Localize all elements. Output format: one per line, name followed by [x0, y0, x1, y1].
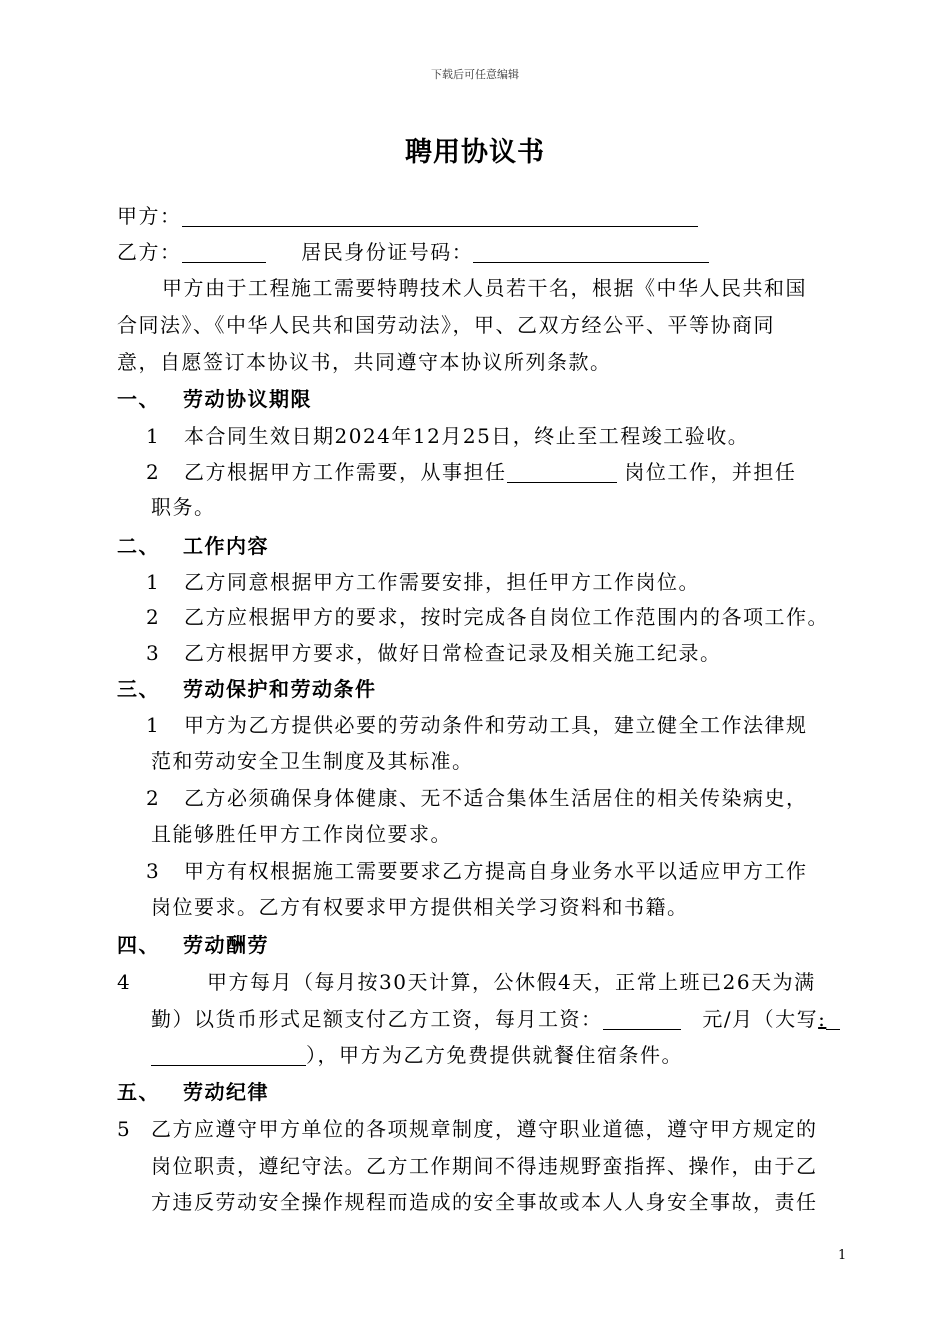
party-a-label: 甲方： — [117, 204, 182, 228]
page-number: 1 — [838, 1248, 847, 1263]
preamble-line: 意，自愿签订本协议书，共同遵守本协议所列条款。 — [117, 350, 612, 374]
list-item-continuation: 岗位职责，遵纪守法。乙方工作期间不得违规野蛮指挥、操作，由于乙 — [151, 1154, 818, 1178]
id-number-label: 居民身份证号码： — [301, 240, 474, 264]
list-item: 2 乙方应根据甲方的要求，按时完成各自岗位工作范围内的各项工作。 — [146, 605, 829, 629]
document-title: 聘用协议书 — [405, 137, 545, 168]
party-b-blank[interactable] — [182, 242, 266, 263]
list-item-continuation: 且能够胜任甲方工作岗位要求。 — [151, 822, 452, 846]
list-item-continuation: 勤）以货币形式足额支付乙方工资，每月工资： 元/月（大写: — [151, 1003, 840, 1032]
list-item: 2 乙方必须确保身体健康、无不适合集体生活居住的相关传染病史， — [146, 786, 808, 810]
list-item: 4 甲方每月（每月按30天计算，公休假4天，正常上班已26天为满 — [117, 970, 816, 994]
section-heading: 五、 劳动纪律 — [117, 1080, 269, 1104]
preamble-line: 甲方由于工程施工需要特聘技术人员若干名，根据《中华人民共和国 — [162, 276, 807, 300]
list-item: 3 甲方有权根据施工需要要求乙方提高自身业务水平以适应甲方工作 — [146, 859, 808, 883]
party-a-blank[interactable] — [182, 206, 698, 227]
list-item: 2 乙方根据甲方工作需要，从事担任 岗位工作，并担任 — [146, 460, 797, 484]
list-item: 3 乙方根据甲方要求，做好日常检查记录及相关施工纪录。 — [146, 641, 722, 665]
list-item-continuation: 职务。 — [151, 495, 216, 519]
section-heading: 二、 工作内容 — [117, 534, 269, 558]
list-item-continuation: ），甲方为乙方免费提供就餐住宿条件。 — [151, 1039, 683, 1068]
preamble-line: 合同法》、《中华人民共和国劳动法》，甲、乙双方经公平、平等协商同 — [117, 313, 775, 337]
header-note: 下载后可任意编辑 — [431, 68, 519, 81]
position-blank[interactable] — [507, 462, 617, 483]
list-item: 1 本合同生效日期2024年12月25日，终止至工程竣工验收。 — [146, 424, 750, 448]
party-b-label: 乙方： — [117, 240, 182, 264]
list-item: 1 乙方同意根据甲方工作需要安排，担任甲方工作岗位。 — [146, 570, 700, 594]
salary-words-blank[interactable] — [151, 1045, 306, 1066]
id-number-blank[interactable] — [473, 242, 709, 263]
section-heading: 四、 劳动酬劳 — [117, 933, 269, 957]
list-item-continuation: 岗位要求。乙方有权要求甲方提供相关学习资料和书籍。 — [151, 895, 689, 919]
section-heading: 一、 劳动协议期限 — [117, 387, 312, 411]
list-item-continuation: 范和劳动安全卫生制度及其标准。 — [151, 749, 474, 773]
list-item-continuation: 方违反劳动安全操作规程而造成的安全事故或本人人身安全事故，责任 — [151, 1190, 818, 1214]
list-item: 5 乙方应遵守甲方单位的各项规章制度，遵守职业道德，遵守甲方规定的 — [117, 1117, 818, 1141]
party-b-line — [117, 236, 709, 265]
salary-amount-blank[interactable] — [603, 1009, 681, 1030]
party-a-line — [117, 200, 698, 229]
section-heading: 三、 劳动保护和劳动条件 — [117, 677, 377, 701]
list-item: 1 甲方为乙方提供必要的劳动条件和劳动工具，建立健全工作法律规 — [146, 713, 808, 737]
